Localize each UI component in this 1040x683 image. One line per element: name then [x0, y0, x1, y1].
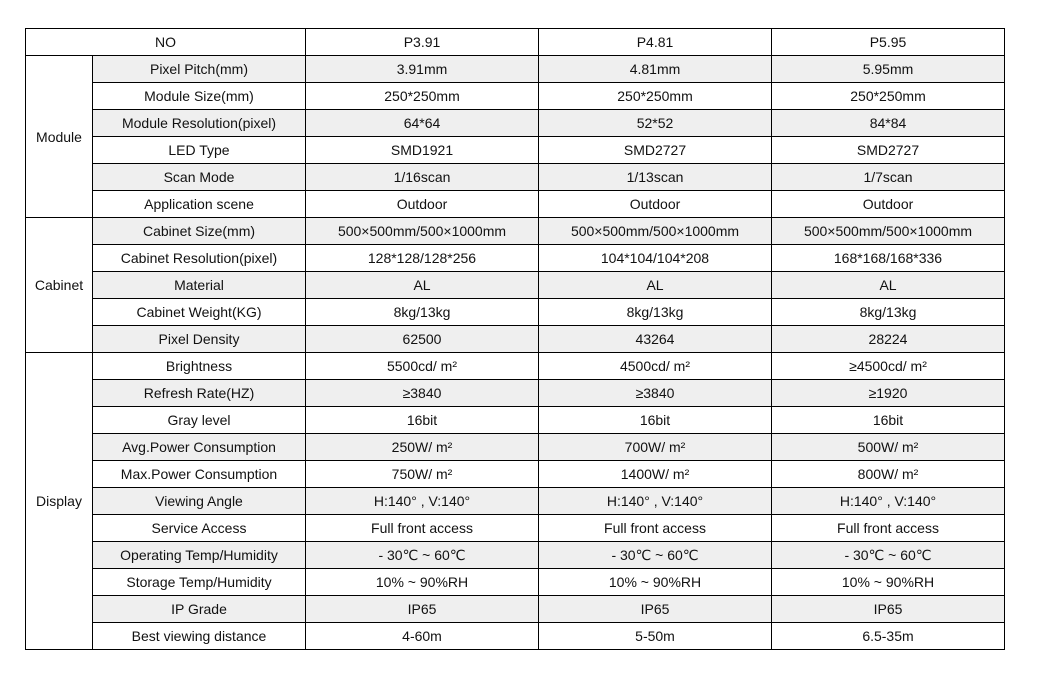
spec-value-cell: Full front access: [306, 515, 539, 542]
spec-value-cell: 128*128/128*256: [306, 245, 539, 272]
spec-value-cell: 10% ~ 90%RH: [306, 569, 539, 596]
spec-value-cell: 700W/ m²: [539, 434, 772, 461]
table-row: [26, 569, 1005, 596]
spec-value-cell: 1400W/ m²: [539, 461, 772, 488]
spec-value-cell: Full front access: [539, 515, 772, 542]
spec-label-cell: Module Resolution(pixel): [93, 110, 306, 137]
table-row: [26, 407, 1005, 434]
header-no-cell: NO: [26, 29, 306, 56]
spec-value-cell: ≥3840: [539, 380, 772, 407]
spec-label-cell: Cabinet Weight(KG): [93, 299, 306, 326]
spec-value-cell: H:140° , V:140°: [772, 488, 1005, 515]
table-row: [26, 191, 1005, 218]
spec-value-cell: 4.81mm: [539, 56, 772, 83]
spec-value-cell: 500W/ m²: [772, 434, 1005, 461]
table-row: [26, 434, 1005, 461]
spec-value-cell: Outdoor: [539, 191, 772, 218]
spec-label-cell: Cabinet Size(mm): [93, 218, 306, 245]
spec-value-cell: 62500: [306, 326, 539, 353]
spec-value-cell: 8kg/13kg: [772, 299, 1005, 326]
spec-value-cell: AL: [539, 272, 772, 299]
spec-value-cell: 500×500mm/500×1000mm: [306, 218, 539, 245]
table-row: [26, 488, 1005, 515]
spec-value-cell: ≥3840: [306, 380, 539, 407]
header-model-cell: P5.95: [772, 29, 1005, 56]
spec-value-cell: 84*84: [772, 110, 1005, 137]
spec-value-cell: Outdoor: [772, 191, 1005, 218]
spec-value-cell: Outdoor: [306, 191, 539, 218]
group-label-cabinet: Cabinet: [26, 218, 93, 353]
spec-label-cell: Cabinet Resolution(pixel): [93, 245, 306, 272]
spec-label-cell: Application scene: [93, 191, 306, 218]
table-row: [26, 56, 1005, 83]
spec-value-cell: Full front access: [772, 515, 1005, 542]
spec-value-cell: 250W/ m²: [306, 434, 539, 461]
spec-value-cell: 8kg/13kg: [306, 299, 539, 326]
spec-value-cell: 1/16scan: [306, 164, 539, 191]
spec-value-cell: SMD2727: [539, 137, 772, 164]
spec-value-cell: 64*64: [306, 110, 539, 137]
spec-label-cell: Best viewing distance: [93, 623, 306, 650]
spec-value-cell: 52*52: [539, 110, 772, 137]
table-row: [26, 596, 1005, 623]
table-row: [26, 623, 1005, 650]
table-row: [26, 164, 1005, 191]
spec-value-cell: - 30℃ ~ 60℃: [772, 542, 1005, 569]
header-row: [26, 29, 1005, 56]
table-row: [26, 380, 1005, 407]
table-row: [26, 515, 1005, 542]
table-row: [26, 137, 1005, 164]
spec-value-cell: 10% ~ 90%RH: [539, 569, 772, 596]
spec-label-cell: Brightness: [93, 353, 306, 380]
spec-value-cell: 5.95mm: [772, 56, 1005, 83]
spec-label-cell: Refresh Rate(HZ): [93, 380, 306, 407]
spec-label-cell: Service Access: [93, 515, 306, 542]
table-row: [26, 461, 1005, 488]
spec-value-cell: ≥4500cd/ m²: [772, 353, 1005, 380]
spec-value-cell: 5500cd/ m²: [306, 353, 539, 380]
spec-value-cell: 250*250mm: [772, 83, 1005, 110]
spec-value-cell: SMD1921: [306, 137, 539, 164]
spec-value-cell: IP65: [539, 596, 772, 623]
spec-value-cell: 1/7scan: [772, 164, 1005, 191]
spec-value-cell: 168*168/168*336: [772, 245, 1005, 272]
spec-value-cell: SMD2727: [772, 137, 1005, 164]
spec-label-cell: IP Grade: [93, 596, 306, 623]
spec-value-cell: 250*250mm: [539, 83, 772, 110]
table-row: [26, 83, 1005, 110]
spec-value-cell: 8kg/13kg: [539, 299, 772, 326]
spec-value-cell: IP65: [772, 596, 1005, 623]
spec-value-cell: 43264: [539, 326, 772, 353]
group-label-module: Module: [26, 56, 93, 218]
spec-value-cell: 6.5-35m: [772, 623, 1005, 650]
table-row: [26, 110, 1005, 137]
spec-value-cell: H:140° , V:140°: [539, 488, 772, 515]
spec-value-cell: 5-50m: [539, 623, 772, 650]
spec-value-cell: IP65: [306, 596, 539, 623]
spec-value-cell: 28224: [772, 326, 1005, 353]
spec-value-cell: - 30℃ ~ 60℃: [539, 542, 772, 569]
spec-label-cell: Gray level: [93, 407, 306, 434]
spec-label-cell: LED Type: [93, 137, 306, 164]
spec-table: [25, 28, 1005, 650]
table-row: [26, 218, 1005, 245]
table-row: [26, 245, 1005, 272]
spec-label-cell: Viewing Angle: [93, 488, 306, 515]
spec-value-cell: 750W/ m²: [306, 461, 539, 488]
spec-value-cell: ≥1920: [772, 380, 1005, 407]
spec-value-cell: AL: [306, 272, 539, 299]
spec-value-cell: 250*250mm: [306, 83, 539, 110]
header-model-cell: P3.91: [306, 29, 539, 56]
spec-label-cell: Module Size(mm): [93, 83, 306, 110]
spec-value-cell: 4-60m: [306, 623, 539, 650]
spec-value-cell: 104*104/104*208: [539, 245, 772, 272]
spec-value-cell: 16bit: [306, 407, 539, 434]
table-row: [26, 353, 1005, 380]
spec-label-cell: Max.Power Consumption: [93, 461, 306, 488]
spec-label-cell: Operating Temp/Humidity: [93, 542, 306, 569]
spec-label-cell: Avg.Power Consumption: [93, 434, 306, 461]
spec-value-cell: 500×500mm/500×1000mm: [772, 218, 1005, 245]
spec-label-cell: Pixel Pitch(mm): [93, 56, 306, 83]
spec-label-cell: Pixel Density: [93, 326, 306, 353]
table-row: [26, 326, 1005, 353]
spec-label-cell: Material: [93, 272, 306, 299]
spec-value-cell: AL: [772, 272, 1005, 299]
table-row: [26, 542, 1005, 569]
spec-value-cell: 1/13scan: [539, 164, 772, 191]
spec-value-cell: 800W/ m²: [772, 461, 1005, 488]
spec-value-cell: 16bit: [772, 407, 1005, 434]
spec-table-body: [26, 29, 1005, 650]
spec-value-cell: 4500cd/ m²: [539, 353, 772, 380]
spec-label-cell: Storage Temp/Humidity: [93, 569, 306, 596]
group-label-display: Display: [26, 353, 93, 650]
spec-value-cell: H:140° , V:140°: [306, 488, 539, 515]
spec-value-cell: 16bit: [539, 407, 772, 434]
spec-value-cell: 500×500mm/500×1000mm: [539, 218, 772, 245]
spec-value-cell: 3.91mm: [306, 56, 539, 83]
spec-value-cell: - 30℃ ~ 60℃: [306, 542, 539, 569]
spec-value-cell: 10% ~ 90%RH: [772, 569, 1005, 596]
table-row: [26, 299, 1005, 326]
table-row: [26, 272, 1005, 299]
spec-label-cell: Scan Mode: [93, 164, 306, 191]
header-model-cell: P4.81: [539, 29, 772, 56]
